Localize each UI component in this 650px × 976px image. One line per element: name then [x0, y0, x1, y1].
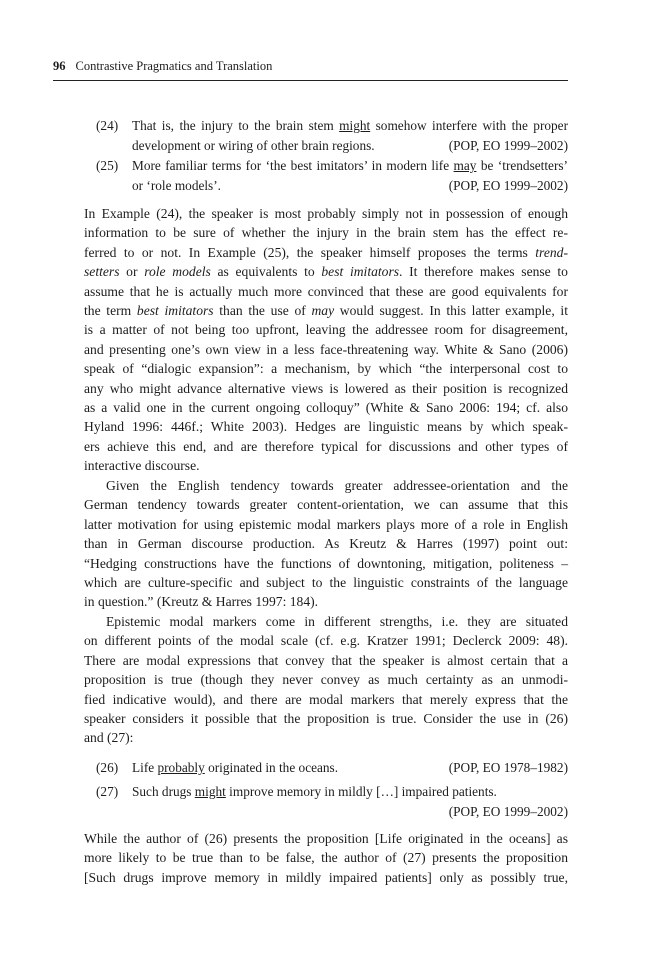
- example-text: [132, 156, 568, 195]
- text-line: interactive discourse.: [84, 458, 200, 474]
- example-number: (24): [96, 118, 119, 133]
- text-line: latter motivation for using epistemic modal markers plays more of a role in English: [84, 516, 568, 532]
- example-number: (25): [96, 158, 119, 173]
- example-text-post: be ‘trendsetters’: [476, 158, 568, 173]
- example-source: (POP, EO 1999–2002): [448, 803, 568, 819]
- example-text-pre: More familiar terms for ‘the best imitators’ in modern life: [132, 158, 454, 173]
- example-number: (26): [96, 760, 119, 775]
- example-27: [96, 782, 568, 822]
- body-paragraph-4: [84, 829, 568, 887]
- text-line: setters or role models as equivalents to best imitators. It therefore makes sense to: [84, 264, 568, 280]
- text-line: which are culture-specific and subject to the linguistic constraints of the language: [84, 574, 568, 590]
- text-line: “Hedging constructions have the functions of downtoning, mitigation, politeness –: [84, 555, 568, 571]
- text-line: in question.” (Kreutz & Harres 1997: 184).: [84, 594, 319, 610]
- running-head: [53, 58, 568, 74]
- text-line: the term best imitators than the use of may would suggest. In this latter example, it: [84, 302, 568, 318]
- text-line: Given the English tendency towards greater addressee-orientation and the: [106, 478, 568, 493]
- text-line: more likely to be true than to be false, the author of (27) presents the proposition: [84, 850, 568, 866]
- example-text-post: originated in the oceans.: [204, 760, 339, 775]
- text-line: information to be sure of whether the injury in the brain stem has the effect re-: [84, 225, 568, 241]
- example-text-pre: Such drugs: [132, 784, 195, 799]
- example-text-pre: That is, the injury to the brain stem: [132, 118, 340, 133]
- text-line: as a valid one in the current ongoing colloquy” (White & Sano 2006: 194; cf. also: [84, 399, 568, 415]
- text-line: There are modal expressions that convey that the speaker is almost certain that a: [84, 652, 568, 668]
- text-line: assume that he is actually much more convinced that these are good equivalents for: [84, 283, 568, 299]
- text-line: Hyland 1996: 446f.; White 2003). Hedges are linguistic means by which speak-: [84, 419, 568, 435]
- example-number: (27): [96, 784, 119, 799]
- text-line: on different points of the modal scale (cf. e.g. Kratzer 1991; Declerck 2009: 48).: [84, 633, 568, 649]
- text-line: German tendency towards greater content-orientation, we can assume that this: [84, 497, 568, 513]
- example-modal-emphasis: may: [453, 158, 477, 173]
- example-text: [132, 116, 568, 155]
- page-number: 96: [53, 59, 66, 73]
- header-rule: [53, 80, 568, 81]
- text-line: ferred to or not. In Example (25), the speaker himself proposes the terms trend-: [84, 244, 568, 260]
- example-text: [132, 758, 568, 778]
- example-text-post: improve memory in mildly […] impaired patients.: [225, 784, 497, 799]
- text-line: speak of “dialogic expansion”: a mechanism, by which “the interpersonal cost to: [84, 361, 568, 377]
- text-line: ers achieve this end, and are therefore typical for discussions and other types of: [84, 438, 568, 454]
- text-line: and (27):: [84, 730, 134, 746]
- text-line: proposition is true (though they never convey as much certainty as an unmodi-: [84, 672, 568, 688]
- example-modal-emphasis: might: [194, 784, 226, 799]
- example-text-line2: or ‘role models’.: [132, 177, 221, 193]
- text-line: fied indicative would), and there are modal markers that merely express that the: [84, 691, 568, 707]
- example-text-pre: Life: [132, 760, 158, 775]
- text-line: any who might advance alternative views is lowered as their position is recognized: [84, 380, 568, 396]
- example-text-line2: development or wiring of other brain regions.: [132, 137, 375, 153]
- example-26: [96, 758, 568, 778]
- text-line: is a matter of not being too upfront, leaving the addressee room for disagreement,: [84, 322, 568, 338]
- example-24: [96, 116, 568, 156]
- example-25: [96, 156, 568, 196]
- running-title: Contrastive Pragmatics and Translation: [75, 59, 273, 73]
- example-source: (POP, EO 1999–2002): [448, 177, 568, 193]
- text-line: [Such drugs improve memory in mildly impaired patients] only as possibly true,: [84, 869, 568, 885]
- text-line: While the author of (26) presents the proposition [Life originated in the oceans] as: [84, 831, 568, 846]
- text-line: Epistemic modal markers come in different strengths, i.e. they are situated: [106, 614, 568, 629]
- example-source: (POP, EO 1999–2002): [448, 137, 568, 153]
- text-line: In Example (24), the speaker is most probably simply not in possession of enough: [84, 206, 568, 221]
- example-source: (POP, EO 1978–1982): [448, 760, 568, 775]
- example-modal-emphasis: might: [339, 118, 371, 133]
- body-paragraph-3: [84, 612, 568, 748]
- example-modal-emphasis: probably: [157, 760, 205, 775]
- body-paragraph-1: [84, 204, 568, 475]
- example-text-post: somehow interfere with the proper: [370, 118, 568, 133]
- text-line: and presenting one’s own view in a less face-threatening way. White & Sano (2006): [84, 341, 568, 357]
- body-paragraph-2: [84, 476, 568, 612]
- text-line: speaker considers it possible that the proposition is true. Consider the use in (26): [84, 710, 568, 726]
- text-line: than in German discourse production. As Kreutz & Harres (1997) point out:: [84, 536, 568, 552]
- example-text: [132, 782, 568, 821]
